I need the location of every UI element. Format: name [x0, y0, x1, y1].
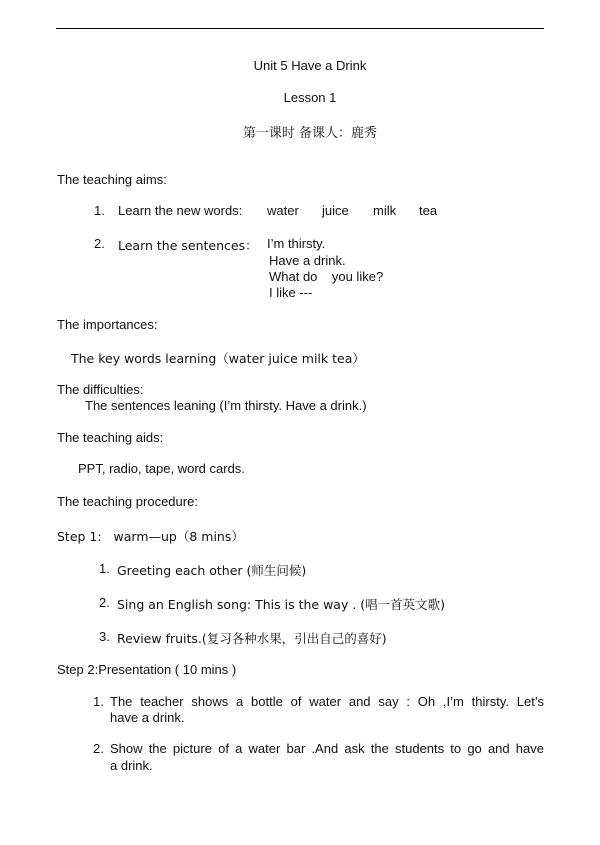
difficulties-heading: The difficulties: [57, 382, 144, 397]
step1-item2-num: 2. [99, 595, 110, 610]
lesson-title: Lesson 1 [283, 90, 337, 105]
step2-heading: Step 2:Presentation ( 10 mins ) [57, 662, 237, 677]
aims-item1-label: Learn the new words: [118, 203, 243, 218]
aids-heading: The teaching aids: [57, 430, 164, 445]
lesson-subtitle: 第一课时 备课人：鹿秀 [242, 126, 378, 141]
aims-heading: The teaching aims: [57, 172, 167, 187]
step1-item1-text: Greeting each other (师生问候) [117, 563, 307, 578]
step1-item3-text: Review fruits.(复习各种水果，引出自己的喜好) [117, 631, 387, 646]
unit-title: Unit 5 Have a Drink [253, 58, 367, 73]
step2-item2-line1: Show the picture of a water bar .And ask the students to go and have [110, 741, 544, 756]
step2-item2-line2: a drink. [110, 758, 153, 773]
new-word-water: water [267, 203, 299, 218]
difficulties-text: The sentences leaning (I’m thirsty. Have a drink.) [85, 398, 367, 413]
sentence-1: I’m thirsty. [267, 236, 326, 251]
aims-item1-num: 1. [94, 203, 105, 218]
aids-text: PPT, radio, tape, word cards. [78, 461, 245, 476]
aims-item2-label: Learn the sentences： [118, 238, 258, 253]
sentence-3: What do you like? [269, 269, 384, 284]
new-word-milk: milk [373, 203, 397, 218]
new-word-juice: juice [322, 203, 349, 218]
sentence-2: Have a drink. [269, 253, 346, 268]
step2-item1-line2: have a drink. [110, 710, 185, 725]
step1-item2-text: Sing an English song: This is the way . (唱一首英文歌) [117, 597, 446, 612]
aims-item2-num: 2. [94, 236, 105, 251]
step1-item1-num: 1. [99, 561, 110, 576]
step1-item3-num: 3. [99, 629, 110, 644]
sentence-4: I like --- [269, 285, 313, 300]
procedure-heading: The teaching procedure: [57, 494, 198, 509]
importances-text: The key words learning（water juice milk tea） [71, 351, 365, 366]
new-word-tea: tea [419, 203, 438, 218]
step2-item1-line1: The teacher shows a bottle of water and say : Oh ,I’m thirsty. Let’s [110, 694, 544, 709]
step2-item1-num: 1. [93, 694, 104, 709]
importances-heading: The importances: [57, 317, 158, 332]
step1-heading: Step 1: warm—up（8 mins） [57, 529, 244, 544]
header-rule [56, 28, 544, 29]
step2-item2-num: 2. [93, 741, 104, 756]
